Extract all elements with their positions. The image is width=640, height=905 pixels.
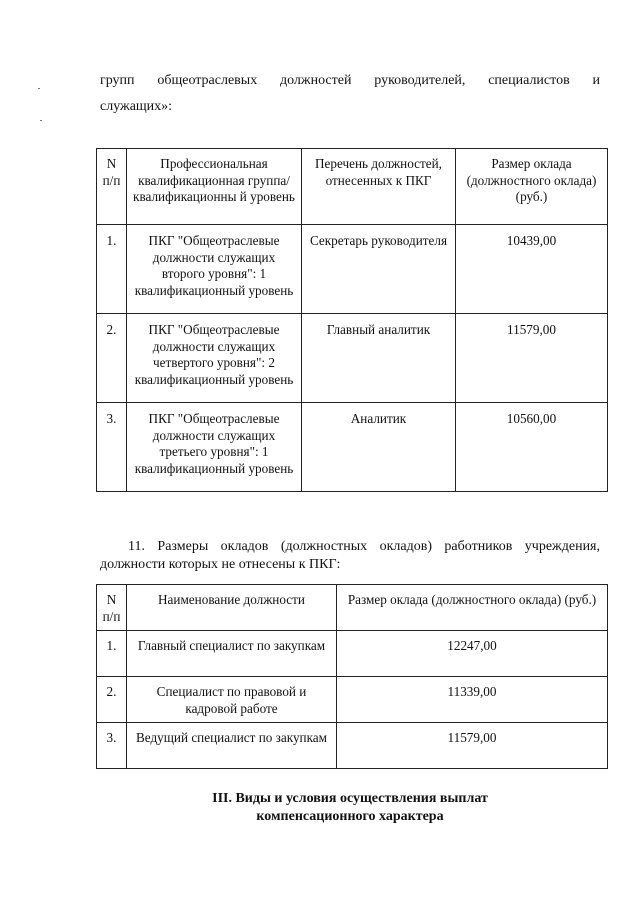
row-position: Главный специалист по закупкам xyxy=(127,631,337,677)
intro-text xyxy=(100,68,600,120)
header-salary: Размер оклада (должностного оклада) (руб.) xyxy=(337,585,608,631)
intro-word: руководителей, xyxy=(374,73,466,88)
pkg-salary-table xyxy=(96,148,608,492)
intro-line-2: служащих»: xyxy=(100,99,173,114)
scan-speck xyxy=(40,120,42,121)
row-salary: 11339,00 xyxy=(337,677,608,723)
row-num: 2. xyxy=(97,677,127,723)
row-group: ПКГ "Общеотраслевые должности служащих четвертого уровня": 2 квалификационный уровень xyxy=(127,314,302,403)
intro-word: специалистов xyxy=(488,73,570,88)
header-salary: Размер оклада (должностного оклада) (руб.) xyxy=(456,149,608,225)
intro-word: и xyxy=(592,73,600,88)
row-salary: 11579,00 xyxy=(456,314,608,403)
row-position: Главный аналитик xyxy=(302,314,456,403)
table-row xyxy=(97,723,608,769)
table-row xyxy=(97,225,608,314)
intro-word: общеотраслевых xyxy=(157,73,258,88)
row-num: 3. xyxy=(97,723,127,769)
table-row xyxy=(97,677,608,723)
table-row xyxy=(97,403,608,492)
table-row xyxy=(97,631,608,677)
section-heading-line-2: компенсационного характера xyxy=(256,809,444,824)
intro-word: должностей xyxy=(279,73,352,88)
row-group: ПКГ "Общеотраслевые должности служащих второго уровня": 1 квалификационный уровень xyxy=(127,225,302,314)
row-group: ПКГ "Общеотраслевые должности служащих третьего уровня": 1 квалификационный уровень xyxy=(127,403,302,492)
row-position: Секретарь руководителя xyxy=(302,225,456,314)
table-row xyxy=(97,314,608,403)
row-num: 2. xyxy=(97,314,127,403)
header-position: Наименование должности xyxy=(127,585,337,631)
table-header-row xyxy=(97,585,608,631)
row-salary: 10560,00 xyxy=(456,403,608,492)
non-pkg-salary-table xyxy=(96,584,608,769)
row-position: Ведущий специалист по закупкам xyxy=(127,723,337,769)
section-heading-line-1: III. Виды и условия осуществления выплат xyxy=(212,791,488,806)
intro-line-1 xyxy=(100,68,600,94)
row-salary: 12247,00 xyxy=(337,631,608,677)
row-num: 1. xyxy=(97,631,127,677)
header-positions: Перечень должностей, отнесенных к ПКГ xyxy=(302,149,456,225)
row-num: 1. xyxy=(97,225,127,314)
row-position: Специалист по правовой и кадровой работе xyxy=(127,677,337,723)
row-salary: 11579,00 xyxy=(337,723,608,769)
row-num: 3. xyxy=(97,403,127,492)
section-3-heading xyxy=(100,790,600,826)
header-num: N п/п xyxy=(97,149,127,225)
scan-speck xyxy=(38,88,40,89)
row-salary: 10439,00 xyxy=(456,225,608,314)
intro-word: групп xyxy=(100,73,135,88)
row-position: Аналитик xyxy=(302,403,456,492)
header-group: Профессиональная квалификационная группа/квалификационны й уровень xyxy=(127,149,302,225)
table-header-row xyxy=(97,149,608,225)
header-num: N п/п xyxy=(97,585,127,631)
paragraph-11: 11. Размеры окладов (должностных окладов) работников учреждения, должности которых не отнесены к ПКГ: xyxy=(100,539,600,572)
